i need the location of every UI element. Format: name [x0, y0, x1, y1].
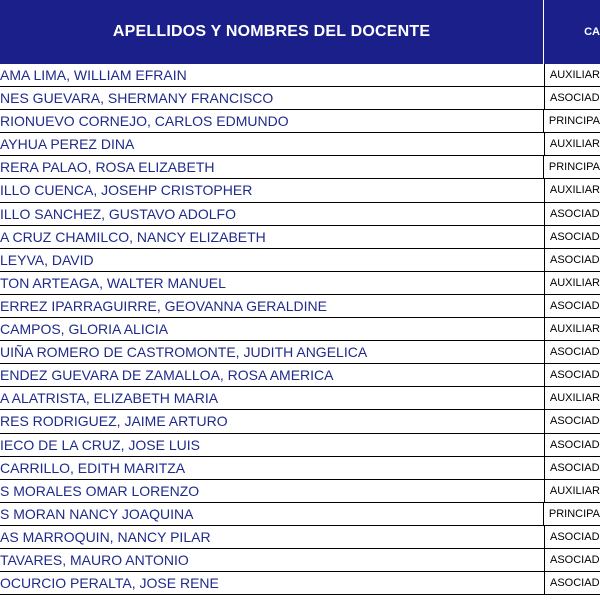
docente-name-cell: NES GUEVARA, SHERMANY FRANCISCO: [0, 87, 545, 109]
docente-name-cell: S MORAN NANCY JOAQUINA: [0, 503, 544, 525]
table-row: [0, 387, 600, 410]
table-row: [0, 503, 600, 526]
table-row: [0, 434, 600, 457]
category-cell: AUXILIAR: [549, 323, 600, 336]
table-row: [0, 295, 600, 318]
table-row: [0, 272, 600, 295]
category-cell: PRINCIPA: [548, 115, 600, 128]
table-row: [0, 457, 600, 480]
category-cell: ASOCIAD: [550, 577, 600, 590]
docente-name-cell: RES RODRIGUEZ, JAIME ARTURO: [0, 410, 545, 432]
docente-name-cell: LEYVA, DAVID: [0, 249, 545, 271]
docente-name-cell: CARRILLO, EDITH MARITZA: [0, 457, 545, 479]
category-cell: ASOCIAD: [550, 230, 600, 243]
table-row: [0, 179, 600, 202]
docente-name-cell: ILLO SANCHEZ, GUSTAVO ADOLFO: [0, 203, 545, 225]
table-row: [0, 87, 600, 110]
table-row: [0, 249, 600, 272]
header-category-column: CA: [584, 26, 600, 38]
table-row: [0, 480, 600, 503]
docente-name-cell: ILLO CUENCA, JOSEHP CRISTOPHER: [0, 179, 545, 201]
table-header: [0, 0, 600, 64]
docente-name-cell: AMA LIMA, WILLIAM EFRAIN: [0, 64, 545, 86]
docente-name-cell: AS MARROQUIN, NANCY PILAR: [0, 526, 545, 548]
category-cell: ASOCIAD: [550, 253, 600, 266]
table-body: [0, 64, 600, 595]
docente-name-cell: S MORALES OMAR LORENZO: [0, 480, 545, 502]
table-row: [0, 110, 600, 133]
category-cell: ASOCIAD: [550, 553, 600, 566]
table-row: [0, 64, 600, 87]
category-cell: ASOCIAD: [550, 415, 600, 428]
docente-name-cell: TON ARTEAGA, WALTER MANUEL: [0, 272, 545, 294]
table-row: [0, 133, 600, 156]
category-cell: ASOCIAD: [550, 530, 600, 543]
docente-name-cell: ERREZ IPARRAGUIRRE, GEOVANNA GERALDINE: [0, 295, 545, 317]
category-cell: AUXILIAR: [549, 138, 600, 151]
table-row: [0, 203, 600, 226]
category-cell: AUXILIAR: [549, 276, 600, 289]
docente-name-cell: AYHUA PEREZ DINA: [0, 133, 545, 155]
table-row: [0, 341, 600, 364]
category-cell: ASOCIAD: [550, 438, 600, 451]
category-cell: AUXILIAR: [549, 184, 600, 197]
docente-name-cell: CAMPOS, GLORIA ALICIA: [0, 318, 545, 340]
category-cell: ASOCIAD: [550, 346, 600, 359]
category-cell: ASOCIAD: [550, 369, 600, 382]
docente-name-cell: IECO DE LA CRUZ, JOSE LUIS: [0, 434, 545, 456]
category-cell: ASOCIAD: [550, 207, 600, 220]
category-cell: ASOCIAD: [550, 92, 600, 105]
table-row: [0, 226, 600, 249]
docente-name-cell: UIÑA ROMERO DE CASTROMONTE, JUDITH ANGELICA: [0, 341, 545, 363]
docente-name-cell: RIONUEVO CORNEJO, CARLOS EDMUNDO: [0, 110, 544, 132]
category-cell: PRINCIPA: [548, 161, 600, 174]
table-row: [0, 156, 600, 179]
table-row: [0, 526, 600, 549]
category-cell: PRINCIPA: [548, 507, 600, 520]
header-name-column: APELLIDOS Y NOMBRES DEL DOCENTE: [112, 23, 431, 40]
docente-name-cell: A ALATRISTA, ELIZABETH MARIA: [0, 387, 545, 409]
category-cell: ASOCIAD: [550, 299, 600, 312]
docente-name-cell: A CRUZ CHAMILCO, NANCY ELIZABETH: [0, 226, 545, 248]
docente-name-cell: OCURCIO PERALTA, JOSE RENE: [0, 572, 545, 594]
table-row: [0, 572, 600, 595]
table-row: [0, 549, 600, 572]
table-row: [0, 318, 600, 341]
category-cell: AUXILIAR: [549, 484, 600, 497]
table-row: [0, 364, 600, 387]
category-cell: ASOCIAD: [550, 461, 600, 474]
category-cell: AUXILIAR: [549, 69, 600, 81]
category-cell: AUXILIAR: [549, 392, 600, 405]
docente-name-cell: RERA PALAO, ROSA ELIZABETH: [0, 156, 544, 178]
table-row: [0, 410, 600, 433]
docente-name-cell: ENDEZ GUEVARA DE ZAMALLOA, ROSA AMERICA: [0, 364, 545, 386]
docente-name-cell: TAVARES, MAURO ANTONIO: [0, 549, 545, 571]
